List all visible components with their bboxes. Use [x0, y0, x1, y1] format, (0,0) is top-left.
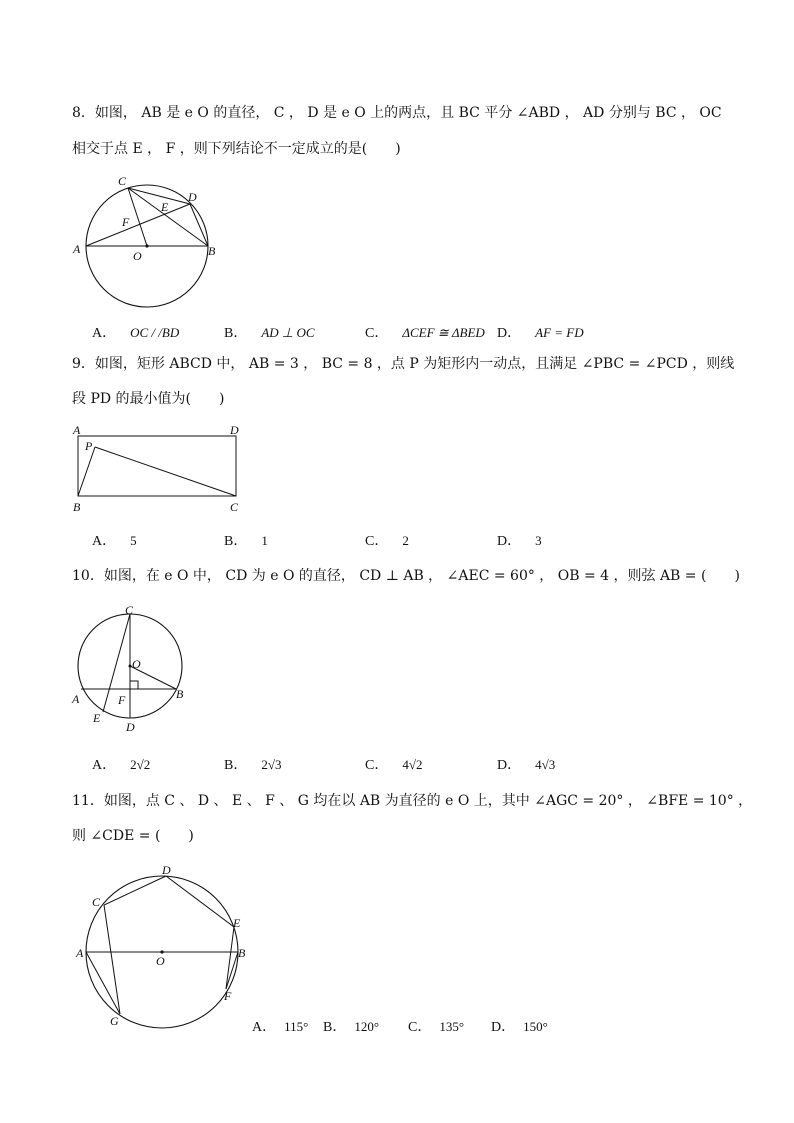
option-letter: D． [497, 534, 522, 549]
option-text: AF = FD [535, 325, 584, 340]
q11-option-b[interactable] [323, 1016, 379, 1036]
option-text: 3 [535, 533, 542, 548]
q9-label-b: B [73, 500, 81, 514]
option-text: 4√2 [402, 757, 423, 772]
q8-segment-cd [128, 188, 190, 204]
q8-label-b: B [208, 244, 216, 258]
q11-segment-ag [86, 952, 120, 1014]
q11-figure [70, 858, 255, 1038]
q8-option-a[interactable] [92, 322, 179, 342]
q8-segment-ad [86, 204, 190, 246]
q11-label-a: A [76, 946, 84, 960]
q9-stem-line2: 段 PD 的最小值为( ) [72, 391, 225, 407]
q9-label-c: C [230, 500, 239, 514]
option-text: 120° [354, 1019, 380, 1034]
q11-label-b: B [238, 946, 246, 960]
option-text: 4√3 [535, 757, 556, 772]
q10-label-a: A [72, 692, 80, 706]
option-text: AD ⊥ OC [261, 325, 315, 340]
option-letter: C． [365, 326, 389, 341]
q11-stem-line2: 则 ∠CDE = ( ) [72, 828, 194, 844]
q9-segment-pb [78, 447, 95, 496]
q9-option-a[interactable] [92, 530, 137, 550]
q10-right-angle-mark [130, 681, 138, 689]
q9-rectangle [78, 436, 236, 496]
q11-label-d: D [162, 863, 171, 877]
q9-segment-pc [95, 447, 236, 496]
option-text: 135° [439, 1019, 465, 1034]
q11-stem-line1: 11．如图，点 C 、 D 、 E 、 F 、 G 均在以 AB 为直径的 e O 上，其中 ∠AGC = 20° ， ∠BFE = 10° ， [72, 793, 753, 809]
q10-option-a[interactable] [92, 754, 150, 774]
q8-center-dot [145, 244, 148, 247]
q10-figure [68, 600, 198, 740]
q10-label-d: D [126, 720, 135, 734]
q9-figure [68, 420, 248, 520]
q10-label-c: C [125, 603, 134, 617]
q10-option-c[interactable] [365, 754, 422, 774]
q9-label-d: D [230, 423, 239, 437]
option-letter: A． [92, 758, 117, 773]
q8-stem-line2: 相交于点 E ， F ，则下列结论不一定成立的是( ) [72, 141, 401, 157]
option-text: 1 [261, 533, 268, 548]
q9-stem-line1: 9．如图，矩形 ABCD 中， AB = 3 ， BC = 8 ，点 P 为矩形内一动点，且满足 ∠PBC = ∠PCD ，则线 [72, 356, 735, 372]
q11-label-e: E [233, 916, 241, 930]
q10-option-d[interactable] [497, 754, 555, 774]
q11-option-a[interactable] [252, 1016, 308, 1036]
q8-stem-line1: 8．如图， AB 是 e O 的直径， C ， D 是 e O 上的两点，且 BC 平分 ∠ABD ， AD 分别与 BC ， OC [72, 105, 722, 121]
option-text: OC / /BD [130, 325, 180, 340]
option-letter: B． [224, 534, 248, 549]
option-letter: A． [252, 1020, 277, 1035]
q8-label-a: A [73, 242, 81, 256]
option-text: 2 [402, 533, 409, 548]
q11-option-c[interactable] [408, 1016, 464, 1036]
q10-label-e: E [93, 711, 101, 725]
q10-segment-ce [103, 614, 130, 712]
q10-label-o: O [132, 657, 141, 671]
q8-segment-oc [128, 188, 147, 246]
option-text: 2√2 [130, 757, 151, 772]
option-letter: A． [92, 534, 117, 549]
option-letter: A． [92, 326, 117, 341]
option-letter: C． [365, 758, 389, 773]
option-letter: D． [491, 1020, 516, 1035]
q11-label-c: C [92, 895, 101, 909]
q9-label-a: A [73, 423, 81, 437]
q8-label-f: F [122, 215, 130, 229]
option-text: 115° [284, 1019, 309, 1034]
q11-label-o: O [156, 954, 165, 968]
q9-option-b[interactable] [224, 530, 268, 550]
q9-label-p: P [85, 439, 93, 453]
q10-stem-line1: 10．如图，在 e O 中， CD 为 e O 的直径， CD ⊥ AB ， ∠AEC = 60° ， OB = 4 ，则弦 AB = ( ) [72, 568, 740, 584]
option-text: 5 [130, 533, 137, 548]
q10-option-b[interactable] [224, 754, 281, 774]
q10-label-b: B [176, 687, 184, 701]
q8-label-d: D [188, 190, 197, 204]
option-text: ΔCEF ≅ ΔBED [402, 325, 485, 340]
option-letter: C． [408, 1020, 432, 1035]
q8-option-c[interactable] [365, 322, 485, 342]
q8-label-e: E [161, 200, 169, 214]
q8-figure [68, 172, 228, 312]
option-letter: D． [497, 326, 522, 341]
option-text: 2√3 [261, 757, 282, 772]
q10-label-f: F [118, 693, 126, 707]
q9-option-d[interactable] [497, 530, 542, 550]
option-letter: B． [224, 326, 248, 341]
option-letter: B． [323, 1020, 347, 1035]
q9-option-c[interactable] [365, 530, 409, 550]
option-letter: B． [224, 758, 248, 773]
option-text: 150° [523, 1019, 548, 1034]
option-letter: C． [365, 534, 389, 549]
q8-label-c: C [118, 174, 127, 188]
q11-label-g: G [110, 1014, 119, 1028]
q8-option-d[interactable] [497, 322, 584, 342]
option-letter: D． [497, 758, 522, 773]
q11-option-d[interactable] [491, 1016, 548, 1036]
q8-label-o: O [133, 249, 142, 263]
q11-label-f: F [224, 989, 232, 1003]
q8-option-b[interactable] [224, 322, 315, 342]
